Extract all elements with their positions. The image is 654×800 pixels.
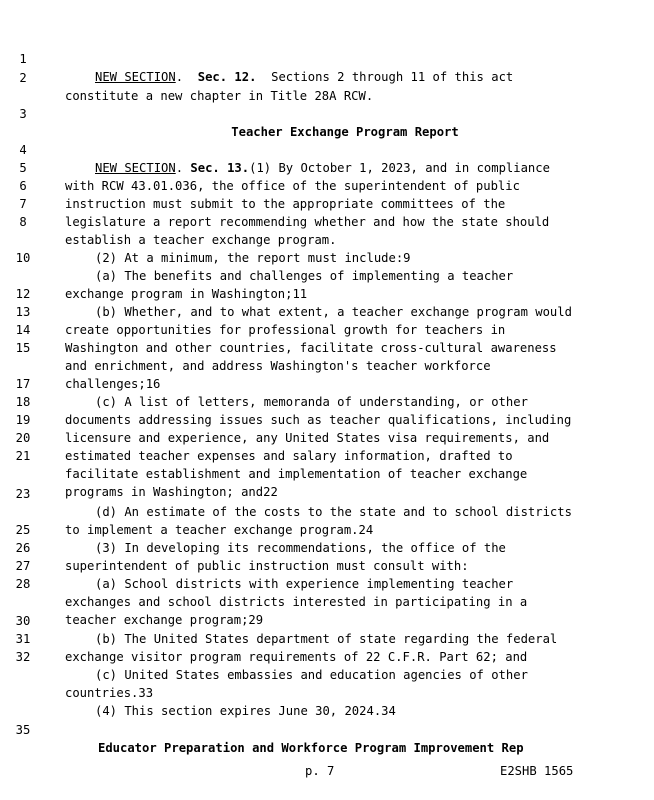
line-text: constitute a new chapter in Title 28A RCW. [65,89,374,103]
line-1 [0,32,618,84]
line-text: create opportunities for professional growth for teachers in [65,323,506,337]
line-text: (3) In developing its recommendations, the office of the [95,541,506,555]
line-text: programs in Washington; and22 [65,485,278,499]
line-text: estimated teacher expenses and salary information, drafted to [65,449,513,463]
line-text: instruction must submit to the appropriate committees of the [65,197,506,211]
line-number: 25 [15,523,31,537]
line-number: 8 [19,215,27,229]
line-number: 19 [15,413,31,427]
line-text: NEW SECTION. Sec. 13.(1) By October 1, 2023, and in compliance [95,161,550,175]
line-text: countries.33 [65,686,154,700]
line-number: 2 [19,71,27,85]
line-text: NEW SECTION. Sec. 12. Sections 2 through 11 of this act [95,70,514,84]
line-text: (4) This section expires June 30, 2024.34 [95,704,396,718]
line-number: 28 [15,577,31,591]
line-number: 3 [19,107,27,121]
bill-identifier: E2SHB 1565 [500,764,574,778]
line-number: 23 [15,487,31,501]
line-number: 26 [15,541,31,555]
line-number: 4 [19,143,27,157]
section-heading: Educator Preparation and Workforce Program Improvement Rep [98,741,524,755]
line-number: 21 [15,449,31,463]
line-text: and enrichment, and address Washington's teacher workforce [65,359,491,373]
line-text: facilitate establishment and implementation of teacher exchange [65,467,528,481]
line-text: exchanges and school districts interested in participating in a [65,595,528,609]
line-text: with RCW 43.01.036, the office of the superintendent of public [65,179,520,193]
line-text: (d) An estimate of the costs to the state and to school districts [95,505,572,519]
new-section-label: NEW SECTION [95,161,176,175]
line-text: teacher exchange program;29 [65,613,264,627]
line-number: 12 [15,287,31,301]
line-number: 7 [19,197,27,211]
section-heading: Teacher Exchange Program Report [231,125,459,139]
line-text: documents addressing issues such as teacher qualifications, including [65,413,572,427]
line-text: (2) At a minimum, the report must include:9 [95,251,411,265]
line-number: 15 [15,341,31,355]
line-text: licensure and experience, any United States visa requirements, and [65,431,550,445]
line-number: 27 [15,559,31,573]
line-number: 31 [15,632,31,646]
line-4 [0,123,618,175]
line-number: 1 [19,52,27,66]
line-text: establish a teacher exchange program. [65,233,337,247]
line-text: exchange visitor program requirements of 22 C.F.R. Part 62; and [65,650,528,664]
section-number: Sec. 13. [190,161,250,175]
line-text: (b) The United States department of state regarding the federal [95,632,558,646]
line-number: 14 [15,323,31,337]
line-number: 32 [15,650,31,664]
line-text: superintendent of public instruction must consult with: [65,559,469,573]
line-number: 6 [19,179,27,193]
line-text: challenges;16 [65,377,161,391]
line-text: Washington and other countries, facilitate cross-cultural awareness [65,341,557,355]
line-number: 10 [15,251,31,265]
line-3 [0,87,618,139]
line-text: (a) School districts with experience implementing teacher [95,577,514,591]
line-text: (a) The benefits and challenges of implementing a teacher [95,269,514,283]
line-text: to implement a teacher exchange program.24 [65,523,374,537]
line-number: 35 [15,723,31,737]
line-number: 18 [15,395,31,409]
line-text: (c) United States embassies and education agencies of other [95,668,528,682]
line-text: exchange program in Washington;11 [65,287,308,301]
page-number: p. 7 [305,764,335,778]
line-number: 13 [15,305,31,319]
line-number: 5 [19,161,27,175]
new-section-label: NEW SECTION [95,70,176,84]
line-number: 30 [15,614,31,628]
line-text: (c) A list of letters, memoranda of understanding, or other [95,395,528,409]
line-number: 17 [15,377,31,391]
line-text: legislature a report recommending whether and how the state should [65,215,550,229]
line-number: 20 [15,431,31,445]
line-35 [0,703,618,755]
section-number: Sec. 12. [197,70,257,84]
line-text: (b) Whether, and to what extent, a teacher exchange program would [95,305,572,319]
